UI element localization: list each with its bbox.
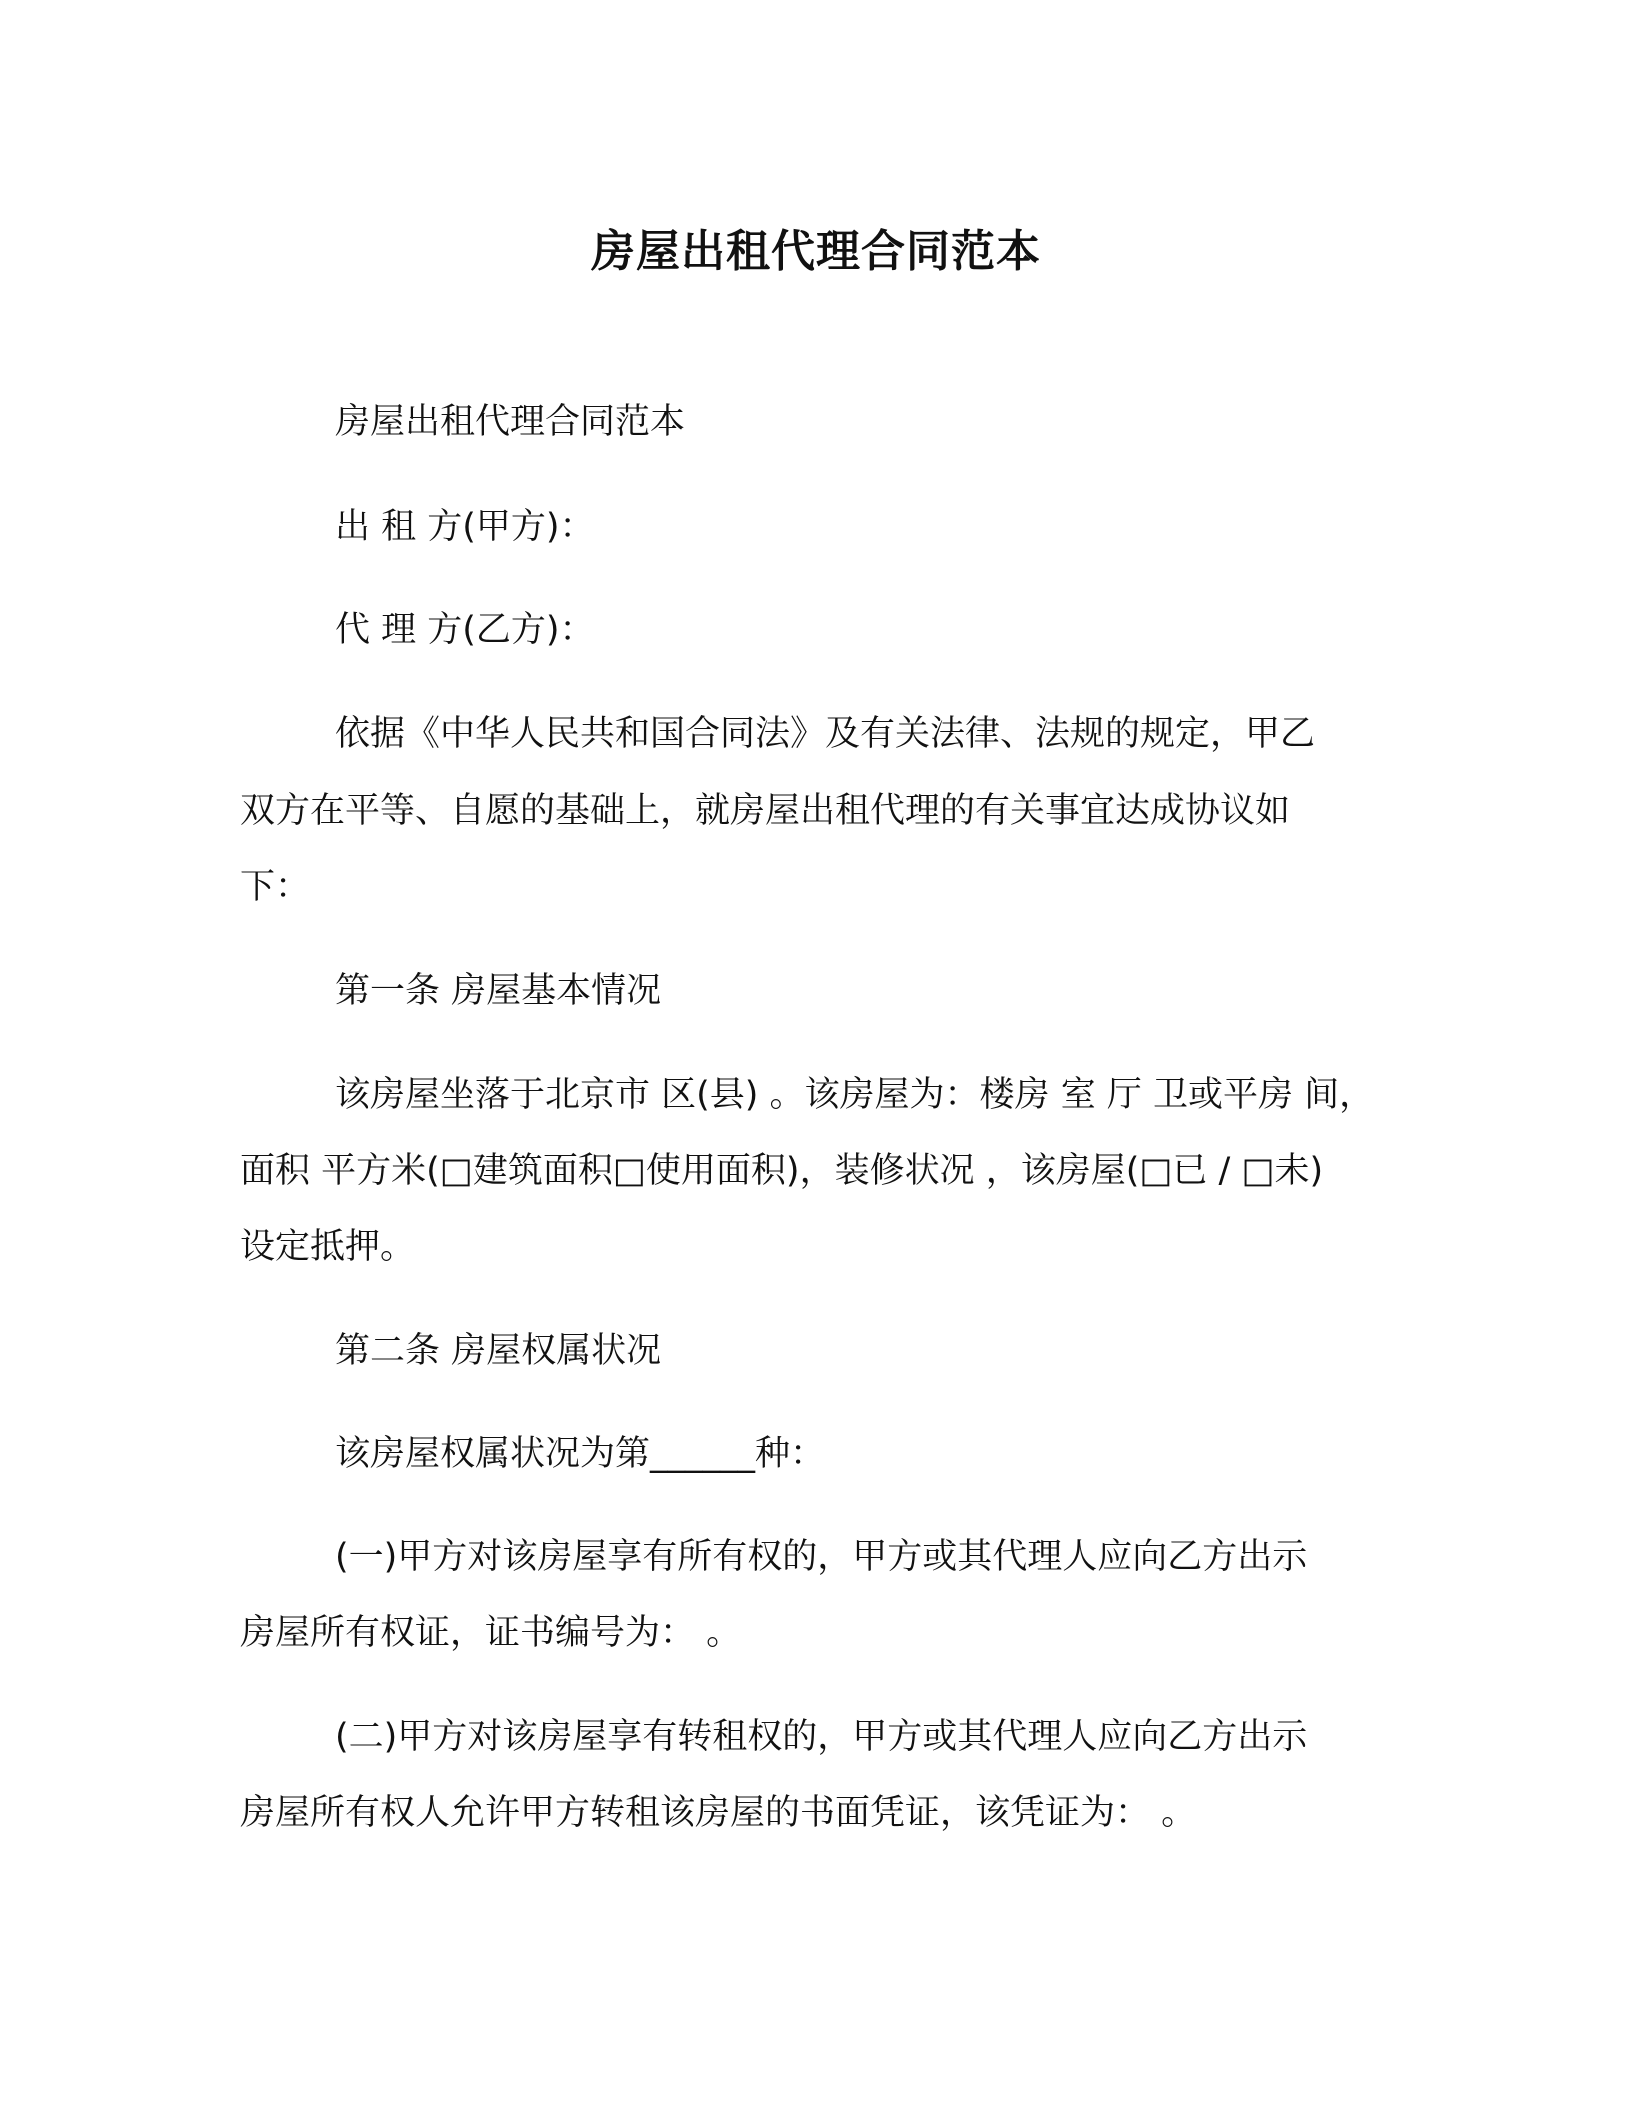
article-1-body-line-2: 面积 平方米(□建筑面积□使用面积)，装修状况 ，该房屋(□已 / □未) [240, 1151, 1324, 1191]
clause-2-line-2: 房屋所有权人允许甲方转租该房屋的书面凭证，该凭证为： 。 [240, 1793, 1197, 1833]
preamble-line-1: 依据《中华人民共和国合同法》及有关法律、法规的规定，甲乙 [335, 714, 1316, 754]
clause-2-line-1: (二)甲方对该房屋享有转租权的，甲方或其代理人应向乙方出示 [335, 1717, 1308, 1757]
lessor-line: 出 租 方(甲方)： [335, 507, 595, 547]
preamble-line-3: 下： [240, 867, 311, 907]
clause-1-line-2: 房屋所有权证，证书编号为： 。 [240, 1613, 742, 1653]
subtitle-line: 房屋出租代理合同范本 [335, 402, 686, 442]
article-1-heading: 第一条 房屋基本情况 [335, 971, 662, 1011]
article-1-body-line-3: 设定抵押。 [240, 1227, 416, 1267]
agent-line: 代 理 方(乙方)： [335, 610, 595, 650]
article-2-heading: 第二条 房屋权属状况 [335, 1331, 662, 1371]
clause-1-line-1: (一)甲方对该房屋享有所有权的，甲方或其代理人应向乙方出示 [335, 1537, 1308, 1577]
document-title: 房屋出租代理合同范本 [591, 226, 1041, 277]
article-2-body-line: 该房屋权属状况为第______种： [335, 1434, 826, 1474]
article-1-body-line-1: 该房屋坐落于北京市 区(县) 。该房屋为：楼房 室 厅 卫或平房 间， [335, 1075, 1375, 1115]
preamble-line-2: 双方在平等、自愿的基础上，就房屋出租代理的有关事宜达成协议如 [240, 791, 1291, 831]
